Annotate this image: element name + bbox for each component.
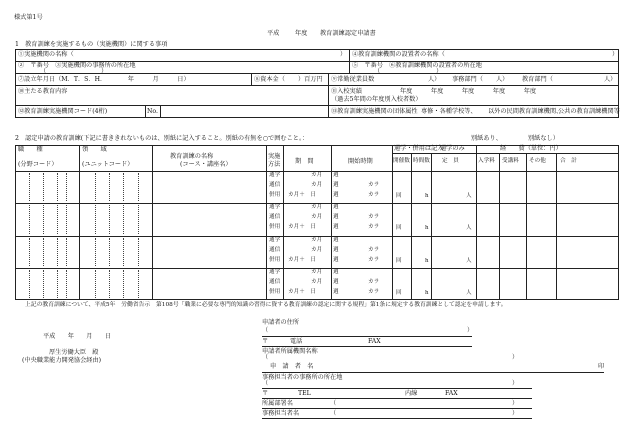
period-field[interactable]: カ月＋ 日	[288, 192, 316, 198]
code-digit-separator	[123, 173, 124, 201]
code-digit-separator	[138, 270, 139, 298]
attribute-option-1[interactable]: 専修・各種学校等、	[421, 108, 477, 115]
col-entrance-fee: 入学料	[478, 158, 495, 164]
week-label: 週	[333, 288, 339, 295]
code-digit-separator	[66, 205, 67, 233]
method-option[interactable]: 併用	[269, 224, 281, 231]
title-era: 平成	[267, 30, 280, 37]
attribute-option-2[interactable]: 以外の民間教育訓練機関、	[488, 108, 563, 115]
applicant-org-label: 申請者所属機関名称	[262, 348, 318, 355]
office-address-label: 事務担当者の事務所の所在地	[262, 374, 343, 381]
field-attribute: ⑬教育訓練実施機関の団体属性	[331, 108, 418, 115]
week-label: 週	[333, 256, 339, 263]
start-field[interactable]: カラ	[368, 288, 380, 295]
period-field[interactable]: カ月	[311, 214, 323, 221]
option-attachment-no[interactable]: 別紙なし）	[528, 135, 559, 142]
code-digit-separator	[57, 270, 58, 298]
method-option[interactable]: 通信	[269, 246, 281, 253]
applicant-fax[interactable]: FAX	[368, 338, 381, 345]
method-option[interactable]: 通学	[269, 172, 281, 178]
col-total: 合 計	[560, 158, 577, 164]
unit-label: h	[425, 257, 429, 264]
method-option[interactable]: 併用	[269, 288, 281, 295]
zip-icon: 〒	[262, 338, 269, 345]
week-label: 週	[333, 182, 339, 188]
start-field[interactable]: カラ	[368, 182, 380, 188]
application-date[interactable]: 平成 年 月 日	[43, 333, 112, 340]
period-field[interactable]: カ月	[311, 204, 323, 211]
title-year: 年度	[295, 30, 308, 37]
unit-label: 回	[396, 289, 402, 296]
col-course-name: 教育訓練の名称	[170, 153, 214, 160]
code-digit-separator	[138, 238, 139, 266]
applicant-tel[interactable]: 電話	[290, 338, 303, 345]
start-field[interactable]: カラ	[368, 224, 380, 231]
form-number: 様式第1号	[14, 14, 43, 21]
field-enrollment: ⑪入校実績	[331, 88, 362, 95]
unit-label: 回	[396, 257, 402, 264]
field-institution-code[interactable]: ⑫教育訓練実施機関コード(4桁)	[18, 108, 108, 115]
office-fax[interactable]: FAX	[445, 390, 458, 397]
col-start: 開始時期	[348, 158, 373, 165]
code-digit-separator	[66, 173, 67, 201]
period-field[interactable]: カ月	[311, 246, 323, 253]
code-digit-separator	[29, 205, 30, 233]
addressee-via: (中央職業能力開発協会経由)	[22, 357, 102, 364]
seal-mark: 印	[598, 363, 605, 370]
code-digit-separator	[123, 238, 124, 266]
method-option[interactable]: 併用	[269, 192, 281, 198]
code-digit-separator	[66, 270, 67, 298]
start-field[interactable]: カラ	[368, 214, 380, 221]
code-digit-separator	[95, 238, 96, 266]
field-employees[interactable]: ⑨常勤従業員数	[331, 76, 375, 83]
method-option[interactable]: 通学	[269, 204, 281, 211]
applicant-address-label: 申請者の住所	[262, 319, 300, 326]
unit-label: h	[425, 225, 429, 232]
col-hours: 時間数	[413, 158, 430, 164]
field-main-content[interactable]: ⑩主たる教育内容	[18, 88, 68, 95]
week-label: 週	[333, 204, 339, 211]
unit-label: 人	[466, 289, 472, 296]
method-option[interactable]: 通信	[269, 182, 281, 188]
period-field[interactable]: カ月	[311, 182, 323, 188]
col-domain: 領 域	[82, 146, 107, 153]
code-digit-separator	[138, 205, 139, 233]
field-institution-address[interactable]: ② 〒番号 ③実施機関の事務所の所在地	[18, 62, 136, 69]
col-period: 期 間	[295, 158, 314, 165]
code-digit-separator	[43, 238, 44, 266]
code-digit-separator	[57, 173, 58, 201]
col-tuition: 受講料	[502, 158, 519, 164]
code-digit-separator	[29, 238, 30, 266]
option-attachment-yes[interactable]: 別紙あり、	[471, 135, 502, 142]
col-capacity: 定 員	[442, 158, 459, 164]
unit-label: h	[425, 289, 429, 296]
unit-label: 回	[396, 225, 402, 232]
field-founder-address[interactable]: ⑤ 〒番号 ⑥教育訓練機関の設置者の所在地	[352, 62, 482, 69]
period-field[interactable]: カ月＋ 日	[288, 224, 316, 231]
period-field[interactable]: カ月	[311, 278, 323, 285]
dept-label: 所属部署名	[262, 400, 293, 407]
week-label: 週	[333, 246, 339, 253]
code-digit-separator	[109, 205, 110, 233]
period-field[interactable]: カ月＋ 日	[288, 256, 316, 263]
week-label: 週	[333, 192, 339, 198]
section2-heading: 2 認定申請の教育訓練(下記に書ききれないものは、別紙に記入すること。別紙の有無を○で囲むこと。：	[15, 135, 309, 142]
start-field[interactable]: カラ	[368, 256, 380, 263]
applicant-name-label: 申 請 者 名	[270, 363, 314, 370]
col-sessions: 開催数	[393, 158, 410, 164]
contact-person-label: 事務担当者名	[262, 410, 300, 417]
office-tel[interactable]: TEL	[298, 390, 311, 397]
office-ext[interactable]: 内線	[405, 390, 418, 397]
method-option[interactable]: 併用	[269, 256, 281, 263]
start-field[interactable]: カラ	[368, 246, 380, 253]
page-title: 教育訓練認定申請書	[320, 30, 376, 37]
code-digit-separator	[123, 270, 124, 298]
code-digit-separator	[57, 205, 58, 233]
code-digit-separator	[29, 173, 30, 201]
code-digit-separator	[29, 270, 30, 298]
week-label: 週	[333, 278, 339, 285]
field-institution-name[interactable]: ①実施機関の名称（	[18, 51, 74, 58]
code-digit-separator	[43, 173, 44, 201]
code-digit-separator	[95, 270, 96, 298]
attribute-option-3[interactable]: 公共の教育訓練機関等	[558, 108, 620, 115]
code-digit-separator	[109, 270, 110, 298]
col-occupation: 職 種	[18, 146, 43, 153]
field-founding-date[interactable]: ⑦設立年月日（M．T．S．H． 年 月 日）	[18, 76, 190, 83]
start-field[interactable]: カラ	[368, 278, 380, 285]
unit-label: h	[425, 193, 429, 199]
code-digit-separator	[43, 205, 44, 233]
unit-label: 回	[396, 193, 402, 199]
method-option[interactable]: 通学	[269, 236, 281, 243]
code-digit-separator	[109, 173, 110, 201]
code-digit-separator	[95, 205, 96, 233]
method-option[interactable]: 通信	[269, 278, 281, 285]
field-capital[interactable]: ⑧資本金（	[254, 76, 285, 83]
col-other: その他	[529, 158, 546, 164]
period-field[interactable]: カ月	[311, 236, 323, 243]
code-digit-separator	[95, 173, 96, 201]
week-label: 週	[333, 172, 339, 178]
unit-label: 人	[466, 257, 472, 264]
code-digit-separator	[66, 238, 67, 266]
code-digit-separator	[43, 270, 44, 298]
week-label: 週	[333, 236, 339, 243]
col-method: 実施	[268, 153, 281, 160]
training-table	[15, 145, 619, 300]
code-digit-separator	[138, 173, 139, 201]
field-founder-name[interactable]: ④教育訓練機関の設置者の名称（	[352, 51, 445, 58]
period-field[interactable]: カ月	[311, 268, 323, 275]
week-label: 週	[333, 214, 339, 221]
week-label: 週	[333, 268, 339, 275]
period-field[interactable]: カ月	[311, 172, 323, 178]
code-digit-separator	[109, 238, 110, 266]
start-field[interactable]: カラ	[368, 192, 380, 198]
unit-label: 人	[466, 225, 472, 232]
period-field[interactable]: カ月＋ 日	[288, 288, 316, 295]
code-digit-separator	[123, 205, 124, 233]
method-option[interactable]: 通学	[269, 268, 281, 275]
method-option[interactable]: 通信	[269, 214, 281, 221]
section1-heading: 1 教育訓練を実施するもの（実施機関）に関する事項	[15, 41, 168, 48]
col-costs: 経 費（単位：円）	[500, 145, 562, 152]
unit-label: 人	[466, 193, 472, 199]
code-digit-separator	[57, 238, 58, 266]
addressee: 厚生労働大臣 殿	[49, 349, 99, 356]
week-label: 週	[333, 224, 339, 231]
enrollment-years[interactable]: 年度 年度 年度 年度 年度	[400, 88, 537, 95]
legal-note: 上記の教育訓練について、平成5年 労働省告示 第108号「職業に必要な専門的知識の習得に資する教育訓練の認定に関する規程」第1条に規定する教育訓練として認定を申請します。	[25, 302, 507, 308]
